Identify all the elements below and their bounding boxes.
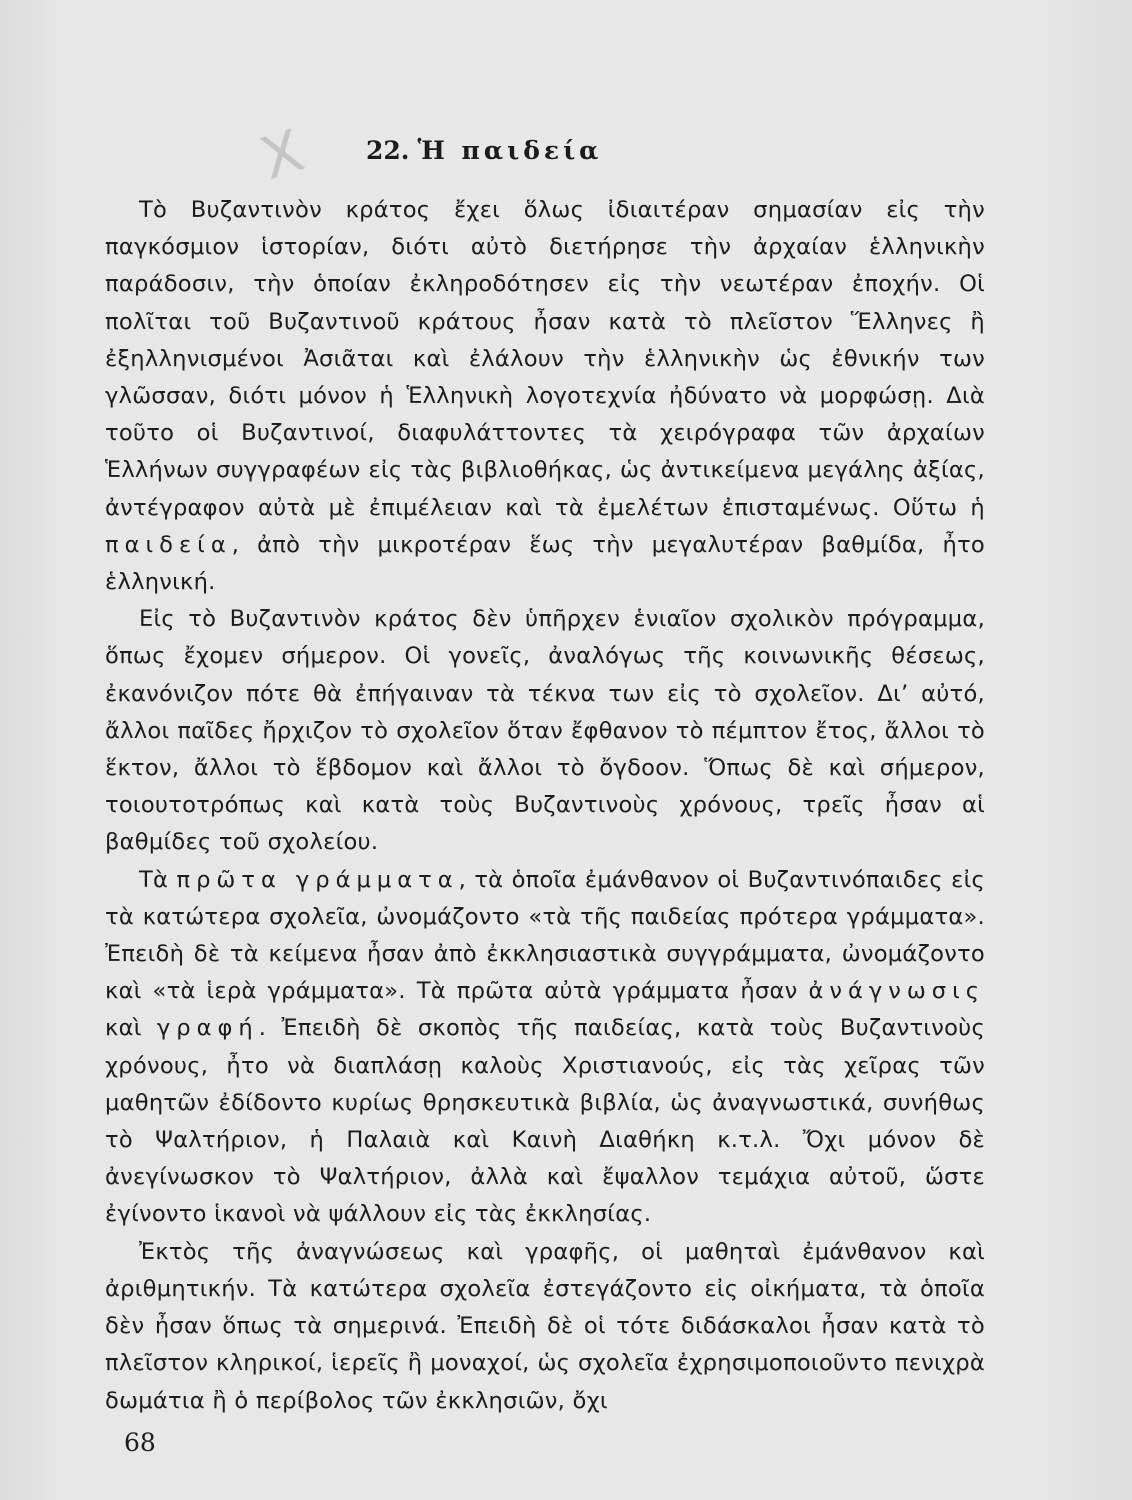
paragraph [105, 862, 985, 1234]
paragraph [105, 1234, 985, 1420]
spaced-term: γραφή [156, 1015, 259, 1042]
text-run: . Ἐπειδὴ δὲ σκοπὸς τῆς παιδείας, κατὰ τοὺς Βυζαντινοὺς χρόνους, ἦτο νὰ διαπλάσῃ καλοὺς Χριστιανούς, εἰς τὰς χεῖρας τῶν μαθητῶν ἐδίδοντο κυρίως θρησκευτικὰ βιβλία, ὡς ἀναγνωστικά, συνήθως τὸ Ψαλτήριον, ἡ Παλαιὰ καὶ Καινὴ Διαθήκη κ.τ.λ. Ὄχι μόνον δὲ ἀνεγίνωσκον τὸ Ψαλτήριον, ἀλλὰ καὶ ἔψαλλον τεμάχια αὐτοῦ, ὥστε ἐγίνοντο ἱκανοὶ νὰ ψάλλουν εἰς τὰς ἐκκλησίας. [105, 1015, 985, 1228]
page-number: 68 [124, 1428, 156, 1457]
section-title: Ἡ παιδεία [417, 136, 603, 165]
spaced-term: πρῶτα γράμματα [176, 866, 459, 893]
text-run: Εἰς τὸ Βυζαντινὸν κράτος δὲν ὑπῆρχεν ἑνιαῖον σχολικὸν πρόγραμμα, ὅπως ἔχομεν σήμερον. Οἱ γονεῖς, ἀναλόγως τῆς κοινωνικῆς θέσεως, ἐκανόνιζον πότε θὰ ἐπήγαιναν τὰ τέκνα των εἰς τὸ σχολεῖον. Δι’ αὐτό, ἄλλοι παῖδες ἤρχιζον τὸ σχολεῖον ὅταν ἔφθανον τὸ πέμπτον ἔτος, ἄλλοι τὸ ἕκτον, ἄλλοι τὸ ἕβδομον καὶ ἄλλοι τὸ ὄγδοον. Ὅπως δὲ καὶ σήμερον, τοιουτοτρόπως καὶ κατὰ τοὺς Βυζαντινοὺς χρόνους, τρεῖς ἦσαν αἱ βαθμίδες τοῦ σχολείου. [105, 606, 985, 856]
paragraph [105, 192, 985, 601]
paragraph [105, 601, 985, 861]
body-text [105, 192, 985, 1420]
section-heading [366, 136, 602, 165]
text-run: Τὰ [139, 866, 177, 893]
text-run: , ἀπὸ τὴν μικροτέραν ἕως τὴν μεγαλυτέραν βαθμίδα, ἦτο ἑλληνική. [105, 531, 985, 596]
text-run: , τὰ ὁποῖα ἐμάνθανον οἱ Βυζαντινόπαιδες εἰς τὰ κατώτερα σχολεῖα, ὠνομάζοντο «τὰ τῆς παιδείας πρότερα γράμματα». Ἐπειδὴ δὲ τὰ κείμενα ἦσαν ἀπὸ ἐκκλησιαστικὰ συγγράμματα, ὠνομάζοντο καὶ «τὰ ἱερὰ γράμματα». Τὰ πρῶτα αὐτὰ γράμματα ἦσαν [105, 866, 985, 1005]
pencil-margin-note: Χ [252, 114, 316, 194]
text-run: Τὸ Βυζαντινὸν κράτος ἔχει ὅλως ἰδιαιτέραν σημασίαν εἰς τὴν παγκόσμιον ἱστορίαν, διότι αὐτὸ διετήρησε τὴν ἀρχαίαν ἑλληνικὴν παράδοσιν, τὴν ὁποίαν ἐκληροδότησεν εἰς τὴν νεωτέραν ἐποχήν. Οἱ πολῖται τοῦ Βυζαντινοῦ κράτους ἦσαν κατὰ τὸ πλεῖστον Ἕλληνες ἢ ἐξηλληνισμένοι Ἀσιᾶται καὶ ἐλάλουν τὴν ἑλληνικὴν ὡς ἐθνικήν των γλῶσσαν, διότι μόνον ἡ Ἑλληνικὴ λογοτεχνία ἠδύνατο νὰ μορφώσῃ. Διὰ τοῦτο οἱ Βυζαντινοί, διαφυλάττοντες τὰ χειρόγραφα τῶν ἀρχαίων Ἑλλήνων συγγραφέων εἰς τὰς βιβλιοθήκας, ὡς ἀντικείμενα μεγάλης ἀξίας, ἀντέγραφον αὐτὰ μὲ ἐπιμέλειαν καὶ τὰ ἐμελέτων ἐπισταμένως. Οὕτω ἡ [105, 197, 985, 521]
spaced-term: ἀνάγνωσις [808, 978, 985, 1005]
spaced-term: παιδεία [105, 531, 232, 558]
text-run: καὶ [105, 1015, 157, 1042]
section-number: 22. [366, 136, 410, 165]
text-run: Ἐκτὸς τῆς ἀναγνώσεως καὶ γραφῆς, οἱ μαθηταὶ ἐμάνθανον καὶ ἀριθμητικήν. Τὰ κατώτερα σχολεῖα ἐστεγάζοντο εἰς οἰκήματα, τὰ ὁποῖα δὲν ἦσαν ὅπως τὰ σημερινά. Ἐπειδὴ δὲ οἱ τότε διδάσκαλοι ἦσαν κατὰ τὸ πλεῖστον κληρικοί, ἱερεῖς ἢ μοναχοί, ὡς σχολεῖα ἐχρησιμοποιοῦντο πενιχρὰ δωμάτια ἢ ὁ περίβολος τῶν ἐκκλησιῶν, ὄχι [105, 1238, 985, 1414]
